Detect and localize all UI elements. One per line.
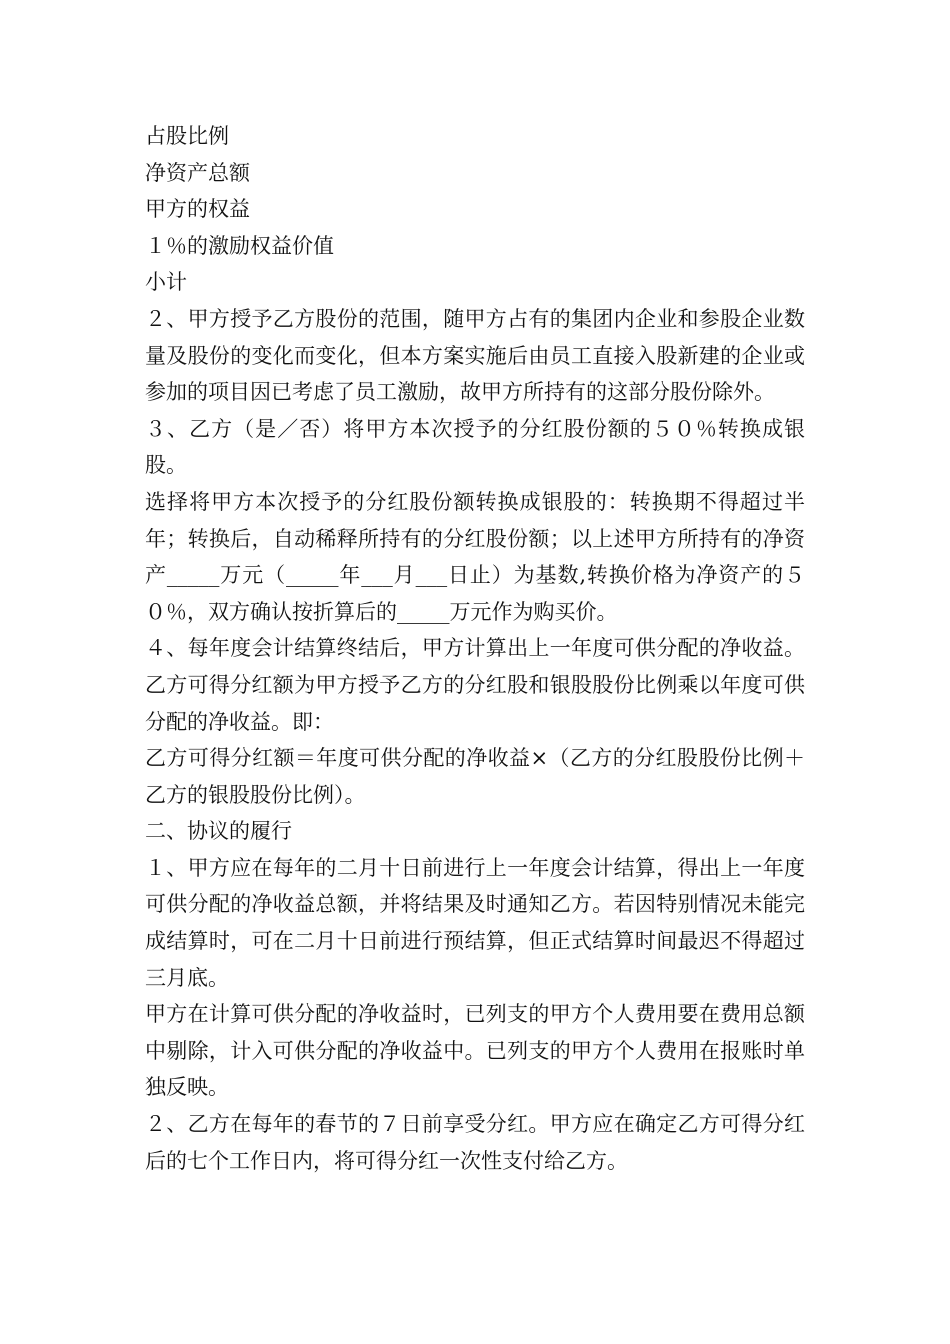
performance-clause-2: ２、乙方在每年的春节的７日前享受分红。甲方应在确定乙方可得分红后的七个工作日内，将可得分红一次性支付给乙方。 xyxy=(145,1112,805,1173)
table-label-net-assets: 净资产总额 xyxy=(145,160,250,185)
conversion-terms: 选择将甲方本次授予的分红股份额转换成银股的：转换期不得超过半年；转换后，自动稀释所持有的分红股份额；以上述甲方所持有的净资产_____万元（_____年___月___日止）为基数,转换价格为净资产的５０％，双方确认按折算后的_____万元作为购买价。 xyxy=(145,489,805,624)
expense-note: 甲方在计算可供分配的净收益时，已列支的甲方个人费用要在费用总额中剔除，计入可供分配的净收益中。已列支的甲方个人费用在报账时单独反映。 xyxy=(145,1002,805,1100)
table-label-incentive-value: １％的激励权益价值 xyxy=(145,233,334,258)
section-heading-performance: 二、协议的履行 xyxy=(145,819,292,844)
table-label-party-a-equity: 甲方的权益 xyxy=(145,197,250,222)
dividend-formula: 乙方可得分红额＝年度可供分配的净收益×（乙方的分红股股份比例＋乙方的银股股份比例）。 xyxy=(145,746,805,807)
clause-4-dividend-calc: ４、每年度会计结算终结后，甲方计算出上一年度可供分配的净收益。乙方可得分红额为甲方授予乙方的分红股和银股股份比例乘以年度可供分配的净收益。即： xyxy=(145,636,805,734)
performance-clause-1: １、甲方应在每年的二月十日前进行上一年度会计结算，得出上一年度可供分配的净收益总额，并将结果及时通知乙方。若因特别情况未能完成结算时，可在二月十日前进行预结算，但正式结算时间最迟不得超过三月底。 xyxy=(145,855,805,990)
clause-3-conversion: ３、乙方（是／否）将甲方本次授予的分红股份额的５０％转换成银股。 xyxy=(145,416,805,478)
clause-2-share-scope: ２、甲方授予乙方股份的范围，随甲方占有的集团内企业和参股企业数量及股份的变化而变化，但本方案实施后由员工直接入股新建的企业或参加的项目因已考虑了员工激励，故甲方所持有的这部分股份除外。 xyxy=(145,306,805,405)
document-body xyxy=(145,118,805,1179)
table-label-share-ratio: 占股比例 xyxy=(145,124,229,148)
table-label-subtotal: 小计 xyxy=(145,270,187,295)
